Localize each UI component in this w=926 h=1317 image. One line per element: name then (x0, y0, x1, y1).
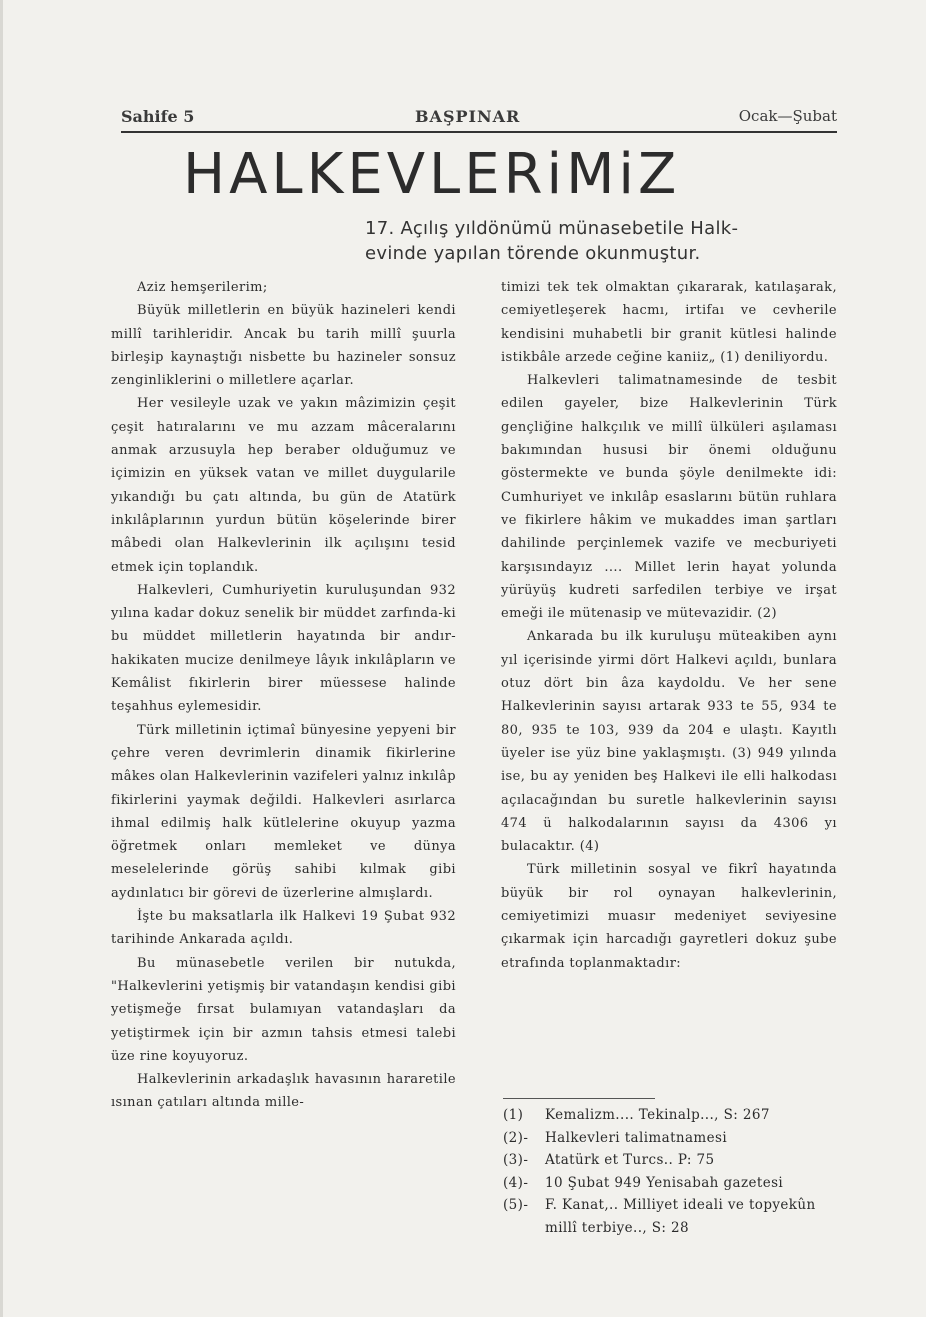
paragraph: Halkevlerinin arkadaşlık havasının hararetile ısınan çatıları altında mille- (111, 1072, 456, 1111)
footnote-number: (2)- (503, 1129, 529, 1146)
paragraph: Ankarada bu ilk kuruluşu müteakiben aynı yıl içerisinde yirmi dört Halkevi açıldı, bunlara otuz dört bin âza kaydoldu. Ve her sene Halkevlerinin sayısı artarak 933 te 55, 934 te 80, 935 te 103, 939 da 204 e ulaştı. Kayıtlı üyeler ise yüz bine yaklaşmıştı. (3) 949 yılında ise, bu ay yeniden beş Halkevi ile elli halkodası açılacağından bu suretle halkevlerinin sayısı 474 ü halkodalarının sayısı da 4306 yı bulacaktır. (4) (501, 629, 837, 855)
footnote (503, 1104, 837, 1127)
footnote-text: Atatürk et Turcs.. P: 75 (545, 1152, 715, 1168)
footnote (503, 1172, 837, 1195)
publication-name: BAŞPINAR (415, 107, 521, 126)
paragraph: Halkevleri talimatnamesinde de tesbit edilen gayeler, bize Halkevlerinin Türk gençliğine halkçılık ve millî ülküleri aşılaması bakımından hususi bir önemi olduğunu göstermekte ve bunda şöyle denilmekte idi: Cumhuriyet ve inkılâp esaslarını bütün ruhlara ve fikirlere hâkim ve mukaddes iman şartları dahilinde perçinlemek vazife ve mecburiyeti karşısındayız .... Millet lerin hayat yolunda yürüyüş kudreti sarfedilen terbiye ve irşat emeği ile mütenasip ve mütevazidir. (2) (501, 373, 837, 622)
article-title: HALKEVLERiMiZ (183, 142, 681, 207)
footnote-text: Halkevleri talimatnamesi (545, 1129, 728, 1146)
footnote-text: F. Kanat,.. Milliyet ideali ve topyekûn millî terbiye.., S: 28 (545, 1197, 816, 1236)
header-rule (121, 131, 837, 133)
paragraph: Büyük milletlerin en büyük hazineleri kendi millî tarihleridir. Ancak bu tarih millî şuurla birleşip kaynaştığı nisbette bu hazineler sonsuz zenginliklerini o milletlere açarlar. (111, 303, 456, 389)
article-subtitle (365, 216, 835, 266)
issue-date: Ocak—Şubat (738, 107, 837, 125)
paragraph-salutation: Aziz hemşerilerim; (137, 280, 268, 295)
paragraph: Türk milletinin içtimaî bünyesine yepyeni bir çehre veren devrimlerin dinamik fikirlerine mâkes olan Halkevlerinin vazifeleri yalnız inkılâp fikirlerini yaymak değildi. Halkevleri asırlarca ihmal edilmiş halk kütlelerine okuyup yazma öğretmek onları memleket ve dünya meselelerinde görüş sahibi kılmak gibi aydınlatıcı bir görevi de üzerlerine almışlardı. (111, 722, 456, 901)
paragraph: Bu münasebetle verilen bir nutukda, "Halkevlerini yetişmiş bir vatandaşın kendisi gibi yetişmeğe fırsat bulamıyan vatandaşları da yetiştirmek için bir azmın tahsis etmesi talebi üze rine koyuyoruz. (111, 955, 456, 1064)
footnotes (503, 1104, 837, 1239)
right-column (501, 276, 837, 975)
subtitle-line: 17. Açılış yıldönümü münasebetile Halk- (365, 218, 739, 239)
paragraph: İşte bu maksatlarla ilk Halkevi 19 Şubat 932 tarihinde Ankarada açıldı. (111, 909, 456, 948)
footnote-text: 10 Şubat 949 Yenisabah gazetesi (545, 1174, 784, 1191)
footnote-rule (503, 1098, 655, 1099)
paragraph: Her vesileyle uzak ve yakın mâzimizin çeşit çeşit hatıralarını ve mu azzam mâceralarını anmak arzusuyla hep beraber olduğumuz ve içimizin en yüksek vatan ve millet duygularile yıkandığı bu çatı altında, bu gün de Atatürk inkılâplarının yurdun bütün köşelerinde birer mâbedi olan Halkevlerinin ilk açılışını tesid etmek için toplandık. (111, 396, 456, 575)
page-header (121, 107, 837, 129)
page-number: Sahife 5 (121, 107, 195, 126)
footnote-number: (4)- (503, 1174, 529, 1191)
footnote-text: Kemalizm.... Tekinalp..., S: 267 (545, 1107, 770, 1123)
paragraph: Halkevleri, Cumhuriyetin kuruluşundan 932 yılına kadar dokuz senelik bir müddet zarfında-ki bu müddet milletlerin hayatında bir andır- hakikaten mucize denilmeye lâyık inkılâpların ve Kemâlist fıkirlerin birer müessese halinde teşahhus eylemesidir. (111, 582, 456, 715)
paragraph-continued: timizi tek tek olmaktan çıkararak, katılaşarak, cemiyetleşerek hacmı, irtifaı ve cevherile kendisini muhabetli bir granit kütlesi halinde istikbâle arzede ceğine kaniiz„ (1) deniliyordu. (501, 280, 837, 365)
footnote-number: (5)- (503, 1197, 529, 1213)
subtitle-line: evinde yapılan törende okunmuştur. (365, 243, 701, 264)
footnote-number: (1) (503, 1107, 524, 1123)
footnote-number: (3)- (503, 1152, 529, 1168)
footnote (503, 1127, 837, 1150)
paragraph: Türk milletinin sosyal ve fikrî hayatında büyük bir rol oynayan halkevlerinin, cemiyetimizi muasır medeniyet seviyesine çıkarmak için harcadığı gayretleri dokuz şube etrafında toplanmaktadır: (501, 862, 837, 971)
left-column (111, 276, 456, 1115)
footnote (503, 1194, 837, 1239)
footnote (503, 1149, 837, 1172)
